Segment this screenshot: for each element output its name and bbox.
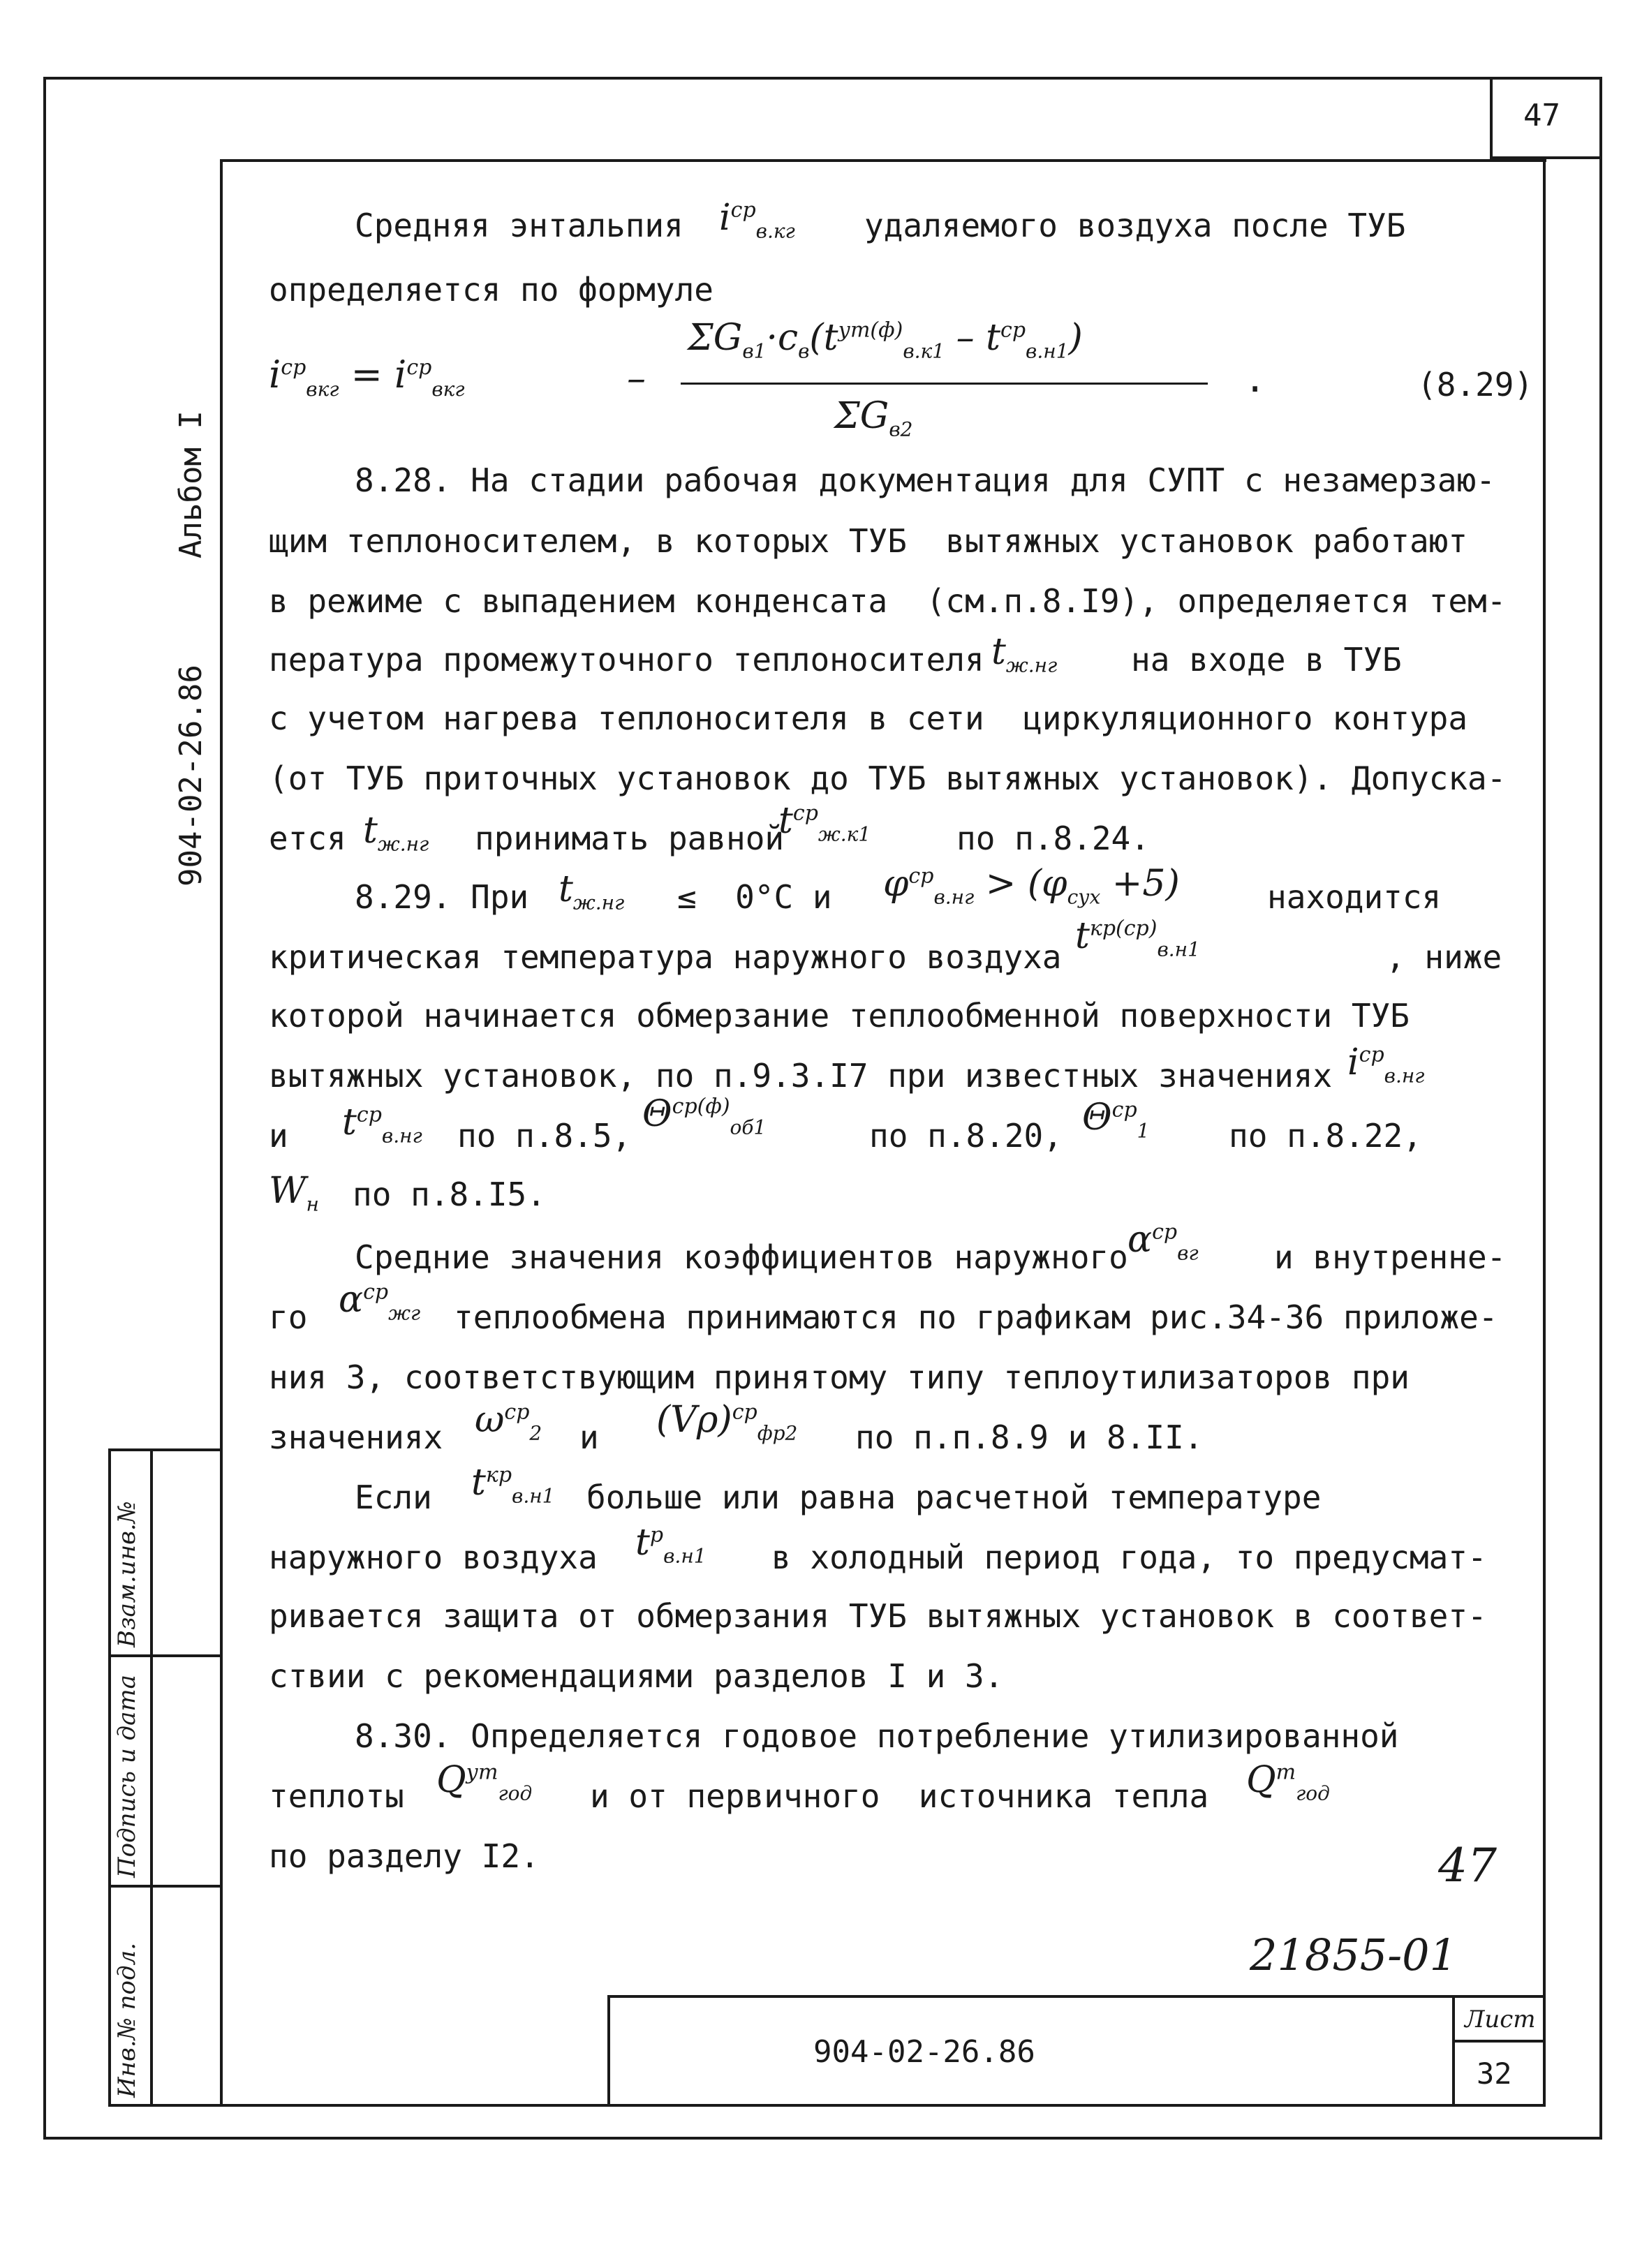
stamp-line-4 <box>108 1654 223 1657</box>
sheet-label: Лист <box>1465 2006 1536 2033</box>
inner-top <box>220 159 1546 162</box>
line-20b: в холодный период года, то предусмат- <box>771 1539 1487 1576</box>
math-t-zhng: $t_{ж.нг}$ <box>991 631 1058 677</box>
math-t-xng: $t_{ж.нг}$ <box>363 810 429 856</box>
line-10b: , ниже <box>1386 938 1502 976</box>
math-t-vng: $t^{ср}_{в.нг}$ <box>342 1102 422 1148</box>
math-t-vn1-kr: $t^{кр(ср)}_{в.н1}$ <box>1075 915 1200 961</box>
line-10a: критическая температура наружного воздуха <box>269 938 1062 976</box>
line-18b: и <box>579 1418 599 1456</box>
title-code: 904-02-26.86 <box>813 2034 1035 2070</box>
line-8c: по п.8.24. <box>956 820 1150 857</box>
line-25: по разделу I2. <box>269 1837 540 1875</box>
formula-minus: – <box>627 356 646 400</box>
line-14b: по п.8.I5. <box>353 1176 546 1213</box>
line-24a: теплоты <box>269 1777 404 1815</box>
line-8a: ется <box>269 820 346 857</box>
handwritten-page: 47 <box>1438 1839 1497 1892</box>
math-t-vn1-kr2: $t^{кр}_{в.н1}$ <box>471 1462 555 1508</box>
math-q-god-t: $Q^т_{год}$ <box>1246 1759 1330 1805</box>
line-15b: и внутренне- <box>1274 1238 1507 1276</box>
line-6: с учетом нагрева теплоносителя в сети циркуляционного контура <box>269 699 1468 737</box>
title-top <box>607 1995 1546 1998</box>
line-13a: и <box>269 1117 288 1155</box>
frame-top <box>43 77 1602 80</box>
line-12a: вытяжных установок, по п.9.3.I7 при известных значениях <box>269 1057 1333 1095</box>
frame-right <box>1599 77 1602 2140</box>
line-829a: 8.29. При <box>355 878 529 916</box>
frame-left <box>43 77 46 2140</box>
side-code: 904-02-26.86 <box>173 665 209 887</box>
math-w-n: $W_н$ <box>269 1170 319 1216</box>
sheet-number: 32 <box>1477 2056 1512 2091</box>
line-18c: по п.п.8.9 и 8.II. <box>855 1418 1204 1456</box>
pagebox-left <box>1490 77 1493 159</box>
stamp-line-5 <box>108 1885 223 1888</box>
line-17: ния 3, соответствующим принятому типу теплоутилизаторов при <box>269 1358 1410 1396</box>
stamp-line-3 <box>108 1448 223 1451</box>
line-24b: и от первичного источника тепла <box>590 1777 1209 1815</box>
line-1: определяется по формуле <box>269 271 713 309</box>
inner-bottom <box>108 2104 1546 2107</box>
line-13d: по п.8.22, <box>1229 1117 1422 1155</box>
formula-lhs: $i^{ср}_{вкг} = i^{ср}_{вкг}$ <box>269 353 465 401</box>
formula-dot: . <box>1244 359 1266 401</box>
formula-bar <box>681 383 1208 385</box>
line-13c: по п.8.20, <box>869 1117 1063 1155</box>
line-16b: теплообмена принимаются по графикам рис.34-36 приложе- <box>454 1298 1498 1336</box>
formula-number: (8.29) <box>1417 366 1534 403</box>
formula-num: $\Sigma G_{в1}\cdot c_в(t^{ут(ф)}_{в.к1} - t^{ср}_{в.н1})$ <box>688 317 1083 363</box>
line-828: 8.28. На стадии рабочая документация для СУПТ с незамерзаю- <box>355 461 1495 499</box>
line-19b: больше или равна расчетной температуре <box>586 1478 1322 1516</box>
stamp-line-2 <box>150 1448 153 2107</box>
math-i-vkg: $i^{ср}_{в.кг}$ <box>719 197 795 243</box>
line-16a: го <box>269 1298 308 1336</box>
page-number-top: 47 <box>1523 98 1560 133</box>
math-t-zhk1: $t^{ср}_{ж.к1}$ <box>778 800 871 846</box>
math-theta-1: $\Theta^{ср}_1$ <box>1082 1097 1150 1143</box>
title-left <box>607 1995 610 2107</box>
stamp-line-1 <box>108 1448 111 2107</box>
line-7: (от ТУБ приточных установок до ТУБ вытяжных установок). Допуска- <box>269 759 1507 797</box>
line-21: ривается защита от обмерзания ТУБ вытяжных установок в соответ- <box>269 1597 1487 1635</box>
frame-bottom <box>43 2137 1602 2140</box>
math-theta-ob1: $\Theta^{ср(ф)}_{об1}$ <box>642 1093 767 1139</box>
line-829b: ≤ 0°С и <box>677 878 832 916</box>
line-3: щим теплоносителем, в которых ТУБ вытяжных установок работают <box>269 522 1468 560</box>
stamp-vzam: Взам.инв.№ <box>113 1501 141 1647</box>
line-18a: значениях <box>269 1418 443 1456</box>
math-alpha-zhg: $\alpha^{ср}_{жг}$ <box>339 1279 421 1325</box>
line-8b: принимать равной <box>475 820 785 857</box>
line-5b: на входе в ТУБ <box>1131 641 1402 679</box>
inner-right <box>1543 159 1546 2107</box>
line-22: ствии с рекомендациями разделов I и 3. <box>269 1657 1004 1695</box>
math-t-vn1-r: $t^р_{в.н1}$ <box>635 1522 707 1568</box>
math-omega: $\omega^{ср}_2$ <box>475 1399 542 1445</box>
line-829c: находится <box>1267 878 1442 916</box>
title-sheet-left <box>1452 1995 1455 2107</box>
math-q-god-ut: $Q^{ут}_{год}$ <box>436 1759 533 1805</box>
line-15a: Средние значения коэффициентов наружного <box>355 1238 1128 1276</box>
stamp-sign: Подпись и дата <box>113 1675 141 1878</box>
line-830: 8.30. Определяется годовое потребление утилизированной <box>355 1717 1399 1755</box>
side-album: Альбом I <box>173 410 209 558</box>
math-i-vng: $i^{ср}_{в.нг}$ <box>1347 1042 1425 1088</box>
math-t-zhng2: $t_{ж.нг}$ <box>559 868 625 914</box>
line-20a: наружного воздуха <box>269 1539 598 1576</box>
line-4: в режиме с выпадением конденсата (см.п.8.I9), определяется тем- <box>269 582 1507 620</box>
line-11: которой начинается обмерзание теплообменной поверхности ТУБ <box>269 997 1410 1035</box>
math-phi: $\varphi^{ср}_{в.нг} > (\varphi_{сух} +5)$ <box>883 863 1180 909</box>
line-13b: по п.8.5, <box>457 1117 632 1155</box>
line-19a: Если <box>355 1478 432 1516</box>
formula-den: $\Sigma G_{в2}$ <box>834 395 913 441</box>
title-sheet-mid <box>1452 2040 1546 2043</box>
line-0a: Средняя энтальпия <box>355 207 683 244</box>
line-0b: удаляемого воздуха после ТУБ <box>864 207 1406 244</box>
math-alpha-vg: $\alpha^{ср}_{вг}$ <box>1127 1219 1199 1265</box>
line-5a: пература промежуточного теплоносителя <box>269 641 984 679</box>
stamp-inv: Инв.№ подл. <box>113 1943 141 2098</box>
math-vrho: $(V\rho)^{ср}_{фр2}$ <box>656 1399 798 1445</box>
pagebox-bottom <box>1490 156 1602 159</box>
handwritten-code: 21855-01 <box>1250 1929 1458 1980</box>
inner-left <box>220 159 223 2107</box>
